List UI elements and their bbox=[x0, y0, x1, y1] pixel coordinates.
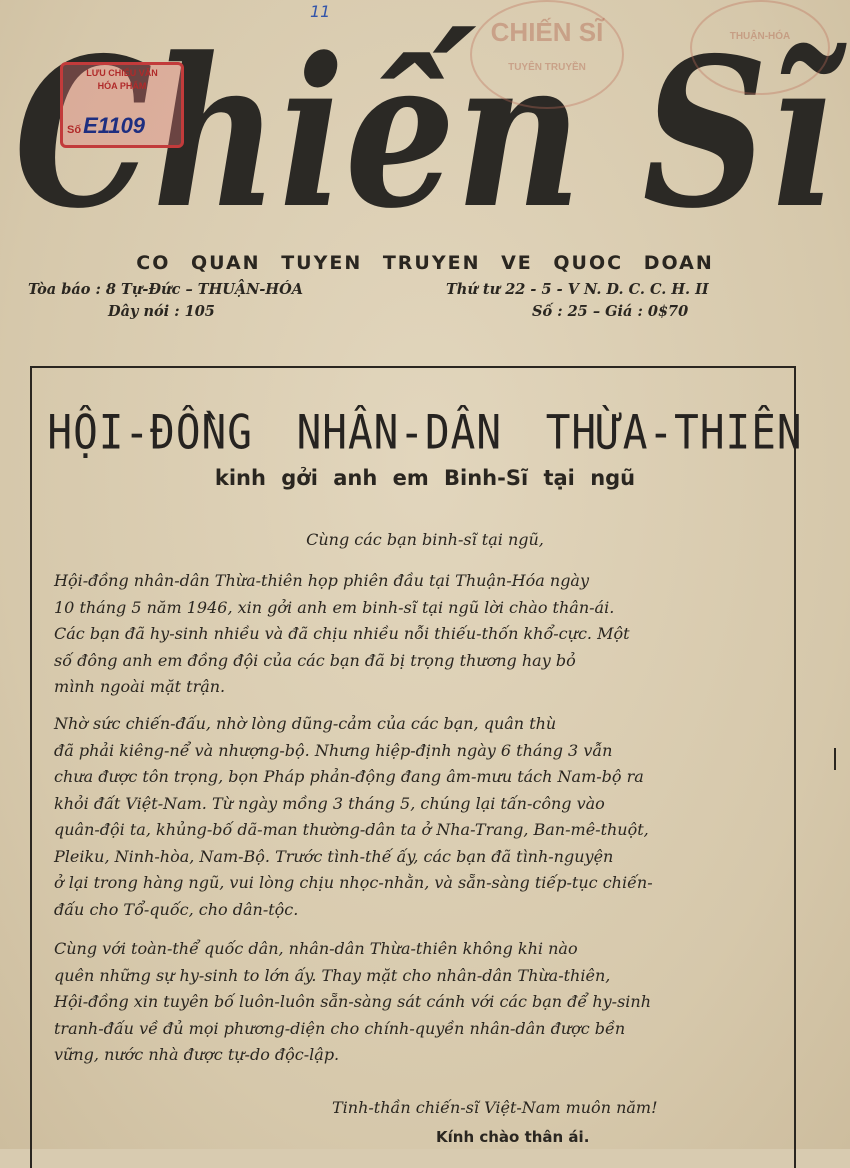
archive-stamp-line2: HÓA PHẨM bbox=[97, 81, 147, 91]
paragraph-line: Hội-đồng nhân-dân Thừa-thiên họp phiên đầu tại Thuận-Hóa ngày bbox=[54, 571, 590, 590]
paragraph-line: quân-đội ta, khủng-bố dã-man thường-dân ta ở Nha-Trang, Ban-mê-thuột, bbox=[54, 820, 649, 839]
paragraph-line: Pleiku, Ninh-hòa, Nam-Bộ. Trước tình-thế ấy, các bạn đã tình-nguyện bbox=[54, 846, 614, 866]
phone-number: Dây nói : 105 bbox=[108, 303, 215, 320]
paragraph-line: 10 tháng 5 năm 1946, xin gởi anh em binh-sĩ tại ngũ lời chào thân-ái. bbox=[54, 597, 615, 617]
archive-stamp-code: E1109 bbox=[83, 113, 146, 138]
paragraph-line: tranh-đấu về đủ mọi phương-diện cho chính-quyền nhân-dân được bền bbox=[54, 1018, 626, 1038]
faded-stamp-right bbox=[690, 0, 830, 95]
margin-mark bbox=[834, 748, 836, 770]
paragraph-line: Các bạn đã hy-sinh nhiều và đã chịu nhiều nỗi thiếu-thốn khổ-cực. Một bbox=[54, 624, 630, 643]
closing-slogan: Tinh-thần chiến-sĩ Việt-Nam muôn năm! bbox=[332, 1098, 658, 1117]
paragraph-line: chưa được tôn trọng, bọn Pháp phản-động đang âm-mưu tách Nam-bộ ra bbox=[54, 767, 644, 786]
issue-date: Thứ tư 22 - 5 - V N. D. C. C. H. II bbox=[446, 281, 709, 298]
article-headline: HỘI-ĐỒNG NHÂN-DÂN THỪA-THIÊN bbox=[47, 405, 803, 461]
article-subheadline: kinh gởi anh em Binh-Sĩ tại ngũ bbox=[214, 466, 636, 490]
paragraph-line: đã phải kiêng-nể và nhượng-bộ. Nhưng hiệp-định ngày 6 tháng 3 vẫn bbox=[54, 740, 613, 760]
paragraph-line: mình ngoài mặt trận. bbox=[54, 677, 226, 696]
paragraph-line: Cùng với toàn-thể quốc dân, nhân-dân Thừa-thiên không khi nào bbox=[54, 939, 578, 958]
paragraph-3 bbox=[54, 936, 776, 1069]
faded-stamp-left bbox=[470, 0, 624, 109]
faded-stamp-left-text: CHIẾN SĨ bbox=[490, 17, 604, 47]
paragraph-line: Nhờ sức chiến-đấu, nhờ lòng dũng-cảm của các bạn, quân thù bbox=[54, 714, 557, 733]
paragraph-line: ở lại trong hàng ngũ, vui lòng chịu nhọc-nhằn, và sẵn-sàng tiếp-tục chiến- bbox=[54, 873, 653, 892]
archive-stamp bbox=[60, 62, 184, 148]
paragraph-line: đấu cho Tổ-quốc, cho dân-tộc. bbox=[54, 899, 299, 919]
paragraph-line: Hội-đồng xin tuyên bố luôn-luôn sẵn-sàng sát cánh với các bạn để hy-sinh bbox=[54, 992, 652, 1011]
handwritten-note: 11 bbox=[310, 2, 331, 21]
masthead-title: Chiến Sĩ bbox=[14, 14, 847, 245]
paragraph-line: vững, nước nhà được tự-do độc-lập. bbox=[54, 1045, 340, 1064]
paragraph-line: khỏi đất Việt-Nam. Từ ngày mồng 3 tháng 5, chúng lại tấn-công vào bbox=[54, 793, 605, 813]
faded-stamp-left-sub: TUYÊN TRUYỀN bbox=[508, 62, 586, 73]
archive-stamp-code-wrap bbox=[67, 113, 145, 139]
issue-number-price: Số : 25 – Giá : 0$70 bbox=[532, 303, 689, 320]
archive-stamp-prefix: Số bbox=[67, 124, 82, 136]
archive-stamp-line1: LƯU CHIỂU VĂN bbox=[86, 68, 158, 78]
paragraph-line: số đông anh em đồng đội của các bạn đã bị trọng thương hay bỏ bbox=[54, 650, 576, 670]
office-address: Tòa báo : 8 Tự-Đức – THUẬN-HÓA bbox=[28, 281, 304, 298]
article-greeting: Cùng các bạn binh-sĩ tại ngũ, bbox=[306, 530, 544, 549]
paragraph-2 bbox=[54, 711, 776, 923]
masthead-subtitle: CO QUAN TUYEN TRUYEN VE QUOC DOAN bbox=[136, 252, 714, 274]
paragraph-1 bbox=[54, 568, 776, 701]
closing-greeting: Kính chào thân ái. bbox=[436, 1128, 590, 1146]
faded-stamp-right-text: THUẬN-HÓA bbox=[729, 31, 791, 42]
paragraph-line: quên những sự hy-sinh to lớn ấy. Thay mặt cho nhân-dân Thừa-thiên, bbox=[54, 965, 611, 985]
